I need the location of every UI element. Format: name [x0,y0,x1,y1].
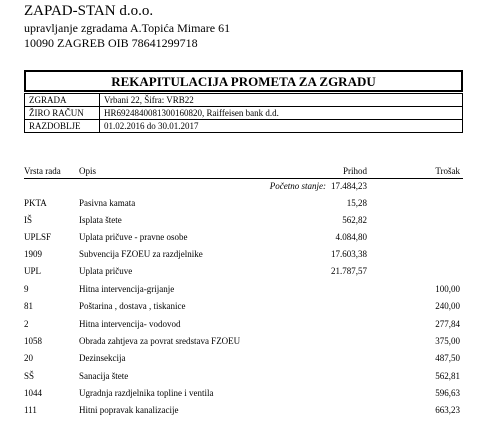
row-code: 111 [24,405,37,415]
table-row [0,232,480,246]
row-code: 1044 [24,388,42,398]
row-description: Dezinsekcija [79,353,126,363]
row-description: Hitna intervencija-grijanje [79,284,175,294]
table-row [0,284,480,298]
opening-balance-value: 17.484,23 [331,181,367,191]
opening-balance-label: Početno stanje: [269,181,326,191]
column-header-description: Opis [79,166,97,176]
row-cost: 100,00 [435,284,460,294]
report-title: REKAPITULACIJA PROMETA ZA ZGRADU [24,70,463,92]
row-description: Uplata pričuve [79,266,133,276]
row-cost: 277,84 [435,319,460,329]
info-row-building [25,94,463,107]
row-income: 15,28 [346,198,367,208]
row-cost: 487,50 [435,353,460,363]
row-code: 81 [24,301,33,311]
row-cost: 663,23 [435,405,460,415]
row-income: 562,82 [342,215,367,225]
info-row-period [25,120,463,133]
row-code: UPLSF [24,232,52,242]
table-row [0,405,480,419]
table-row [0,301,480,315]
info-row-account [25,107,463,120]
company-name: ZAPAD-STAN d.o.o. [24,3,154,19]
row-cost: 562,81 [435,371,460,381]
row-cost: 375,00 [435,336,460,346]
info-value: 01.02.2016 do 30.01.2017 [100,120,463,133]
row-description: Obrada zahtjeva za povrat sredstava FZOEU [79,336,241,346]
row-code: 2 [24,319,29,329]
table-row [0,353,480,367]
table-row [0,388,480,402]
header-divider [24,178,463,179]
row-description: Ugradnja razdjelnika topline i ventila [79,388,214,398]
table-row [0,336,480,350]
row-code: IŠ [24,215,33,225]
table-row [0,371,480,385]
row-income: 4.084,80 [335,232,367,242]
column-header-type: Vrsta rada [24,166,61,176]
info-key: ZGRADA [25,94,100,107]
row-description: Subvencija FZOEU za razdjelnike [79,249,203,259]
row-cost: 596,63 [435,388,460,398]
building-info-table [24,93,463,133]
row-code: 1909 [24,249,42,259]
row-description: Sanacija štete [79,371,129,381]
row-code: 20 [24,353,33,363]
row-code: SŠ [24,371,35,381]
row-description: Uplata pričuve - pravne osobe [79,232,188,242]
table-row [0,198,480,212]
company-city-oib: 10090 ZAGREB OIB 78641299718 [24,36,198,50]
row-description: Poštarina , dostava , tiskanice [79,301,186,311]
row-description: Hitni popravak kanalizacije [79,405,179,415]
row-code: 9 [24,284,29,294]
row-code: 1058 [24,336,42,346]
row-income: 17.603,38 [331,249,367,259]
info-value: HR6924840081300160820, Raiffeisen bank d.d. [100,107,463,120]
table-row [0,266,480,280]
row-description: Pasivna kamata [79,198,136,208]
info-key: ŽIRO RAČUN [25,107,100,120]
column-header-income: Prihod [342,166,367,176]
info-key: RAZDOBLJE [25,120,100,133]
table-row [0,319,480,333]
info-value: Vrbani 22, Šifra: VRB22 [100,94,463,107]
row-description: Hitna intervencija- vodovod [79,319,181,329]
company-address: upravljanje zgradama A.Topića Mimare 61 [24,21,231,35]
row-income: 21.787,57 [331,266,367,276]
table-row [0,249,480,263]
row-cost: 240,00 [435,301,460,311]
column-header-cost: Trošak [435,166,460,176]
row-code: PKTA [24,198,47,208]
row-code: UPL [24,266,42,276]
table-row [0,215,480,229]
row-description: Isplata štete [79,215,122,225]
